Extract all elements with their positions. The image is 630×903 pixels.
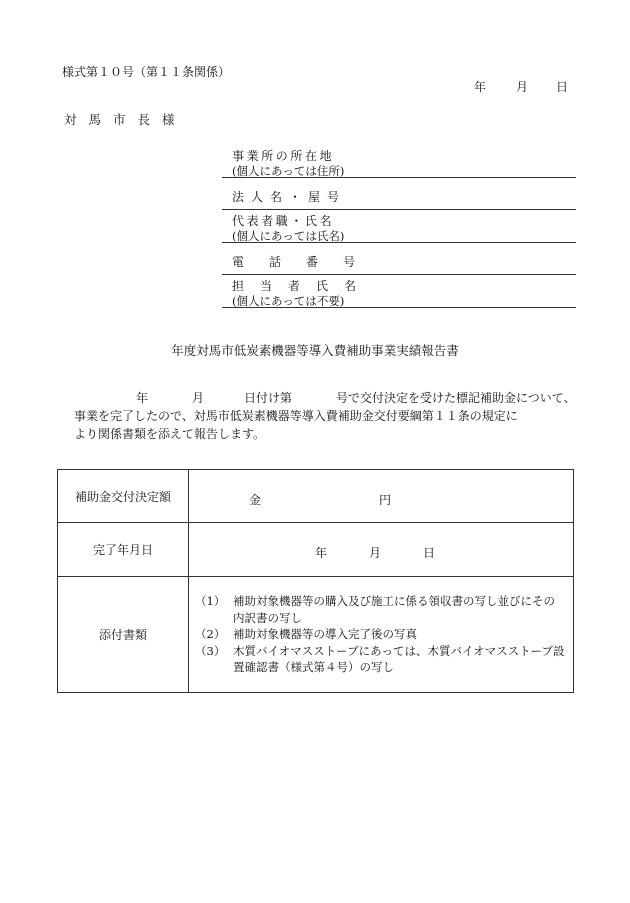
attachment-item	[195, 593, 565, 626]
table-header: 完了年月日	[58, 523, 189, 577]
applicant-row-company	[222, 177, 576, 210]
date-day: 日	[556, 80, 569, 94]
applicant-label: 担当者氏名	[232, 279, 373, 293]
attachment-item	[195, 643, 565, 676]
body-line-2: 事業を完了したので、対馬市低炭素機器等導入費補助金交付要綱第１１条の規定に	[74, 409, 518, 423]
attachment-text: 補助対象機器等の導入完了後の写真	[233, 627, 417, 642]
applicant-sublabel: (個人にあっては不要)	[232, 294, 345, 308]
document-title: 年度対馬市低炭素機器等導入費補助事業実績報告書	[171, 343, 459, 358]
attachment-text: 木質バイオマスストーブにあっては、木質バイオマスストーブ設置確認書（様式第４号）の写し	[233, 643, 565, 675]
body-year: 年	[136, 391, 149, 405]
table-header: 補助金交付決定額	[58, 470, 189, 523]
applicant-row-representative	[222, 209, 576, 243]
applicant-label: 代表者職・氏名	[232, 214, 335, 228]
form-number: 様式第１０号（第１１条関係）	[62, 65, 231, 79]
attachment-number: （2）	[195, 627, 226, 642]
body-day: 日付け第	[244, 391, 293, 405]
addressee: 対馬市長様	[64, 112, 187, 127]
table-header: 添付書類	[58, 577, 189, 693]
attachment-item	[195, 626, 565, 643]
amount-cell	[189, 470, 574, 523]
completion-day: 日	[423, 546, 436, 560]
completion-date-cell	[189, 523, 574, 577]
body-line-1	[74, 389, 574, 407]
applicant-label: 法人名・屋号	[232, 190, 347, 204]
date-month: 月	[516, 80, 529, 94]
amount-prefix: 金	[249, 493, 262, 507]
applicant-row-contact	[222, 274, 576, 308]
body-line-3: より関係書類を添えて報告します。	[74, 427, 266, 441]
table-row-attachments	[58, 577, 574, 693]
attachment-number: （1）	[195, 594, 226, 609]
applicant-row-address	[222, 144, 576, 178]
attachment-text: 補助対象機器等の購入及び施工に係る領収書の写し並びにその内訳書の写し	[233, 594, 555, 625]
completion-month: 月	[369, 546, 382, 560]
report-body	[74, 389, 574, 443]
applicant-sublabel: (個人にあっては氏名)	[232, 229, 345, 243]
applicant-sublabel: (個人にあっては住所)	[232, 164, 345, 178]
table-row-completion-date	[58, 523, 574, 577]
applicant-label: 電話番号	[232, 255, 381, 269]
date-year: 年	[474, 80, 487, 94]
attachment-number: （3）	[195, 643, 226, 658]
amount-suffix: 円	[379, 493, 392, 507]
completion-year: 年	[315, 546, 328, 560]
report-table	[57, 469, 574, 693]
body-line1-rest: 号で交付決定を受けた標記補助金について、	[336, 391, 576, 405]
applicant-row-phone	[222, 242, 576, 275]
attachments-cell	[189, 577, 574, 693]
table-row-amount	[58, 470, 574, 523]
applicant-label: 事業所の所在地	[232, 149, 335, 163]
body-month: 月	[192, 391, 205, 405]
